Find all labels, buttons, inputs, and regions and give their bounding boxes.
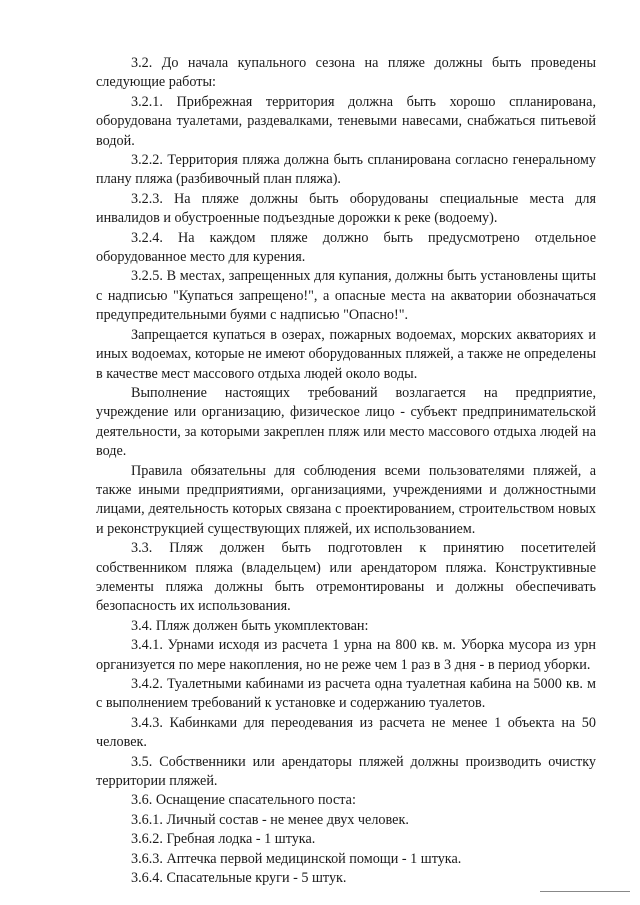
- paragraph-rules-binding: Правила обязательны для соблюдения всеми пользователями пляжей, а также иными предприятиями, организациями, учреждениями и должностными лицами, деятельность которых связана с проектированием, строительством новых и реконструкцией существующих пляжей, их использованием.: [96, 462, 596, 537]
- paragraph-3-2-4: 3.2.4. На каждом пляже должно быть предусмотрено отдельное оборудованное место для курения.: [96, 229, 596, 266]
- document-body: [96, 54, 596, 888]
- paragraph-3-5: 3.5. Собственники или арендаторы пляжей должны производить очистку территории пляжей.: [96, 753, 596, 790]
- paragraph-3-6-3: 3.6.3. Аптечка первой медицинской помощи - 1 штука.: [131, 850, 462, 867]
- paragraph-3-2-1: 3.2.1. Прибрежная территория должна быть хорошо спланирована, оборудована туалетами, раздевалками, теневыми навесами, снабжаться питьевой водой.: [96, 93, 596, 149]
- paragraph-3-6: 3.6. Оснащение спасательного поста:: [131, 792, 356, 809]
- paragraph-3-3: 3.3. Пляж должен быть подготовлен к принятию посетителей собственником пляжа (владельцем) или арендатором пляжа. Конструктивные элементы пляжа должны быть отремонтированы и должны обеспечивать безопасность их использования.: [96, 540, 596, 615]
- paragraph-responsibility: Выполнение настоящих требований возлагается на предприятие, учреждение или организацию, физическое лицо - субъект предпринимательской деятельности, за которыми закреплен пляж или место массового отдыха людей на воде.: [96, 384, 596, 460]
- paragraph-3-2-3: 3.2.3. На пляже должны быть оборудованы специальные места для инвалидов и обустроенные подъездные дорожки к реке (водоему).: [96, 190, 596, 227]
- paragraph-3-4: 3.4. Пляж должен быть укомплектован:: [131, 617, 369, 634]
- paragraph-3-4-2: 3.4.2. Туалетными кабинами из расчета одна туалетная кабина на 5000 кв. м с выполнением требований к установке и содержанию туалетов.: [96, 676, 596, 712]
- paragraph-3-2-5: 3.2.5. В местах, запрещенных для купания, должны быть установлены щиты с надписью "Купаться запрещено!", а опасные места на акватории обозначаться предупредительными буями с надписью "Опасно!".: [96, 268, 596, 324]
- paragraph-3-6-2: 3.6.2. Гребная лодка - 1 штука.: [131, 831, 316, 848]
- paragraph-3-4-3: 3.4.3. Кабинками для переодевания из расчета не менее 1 объекта на 50 человек.: [96, 714, 596, 751]
- paragraph-prohibition: Запрещается купаться в озерах, пожарных водоемах, морских акваториях и иных водоемах, которые не имеют оборудованных пляжей, а также не определены в качестве мест массового отдыха людей около воды.: [96, 326, 596, 382]
- paragraph-3-6-1: 3.6.1. Личный состав - не менее двух человек.: [131, 811, 409, 828]
- paragraph-3-2: 3.2. До начала купального сезона на пляже должны быть проведены следующие работы:: [96, 55, 596, 91]
- paragraph-3-2-2: 3.2.2. Территория пляжа должна быть спланирована согласно генеральному плану пляжа (разбивочный план пляжа).: [96, 152, 596, 188]
- paragraph-3-4-1: 3.4.1. Урнами исходя из расчета 1 урна на 800 кв. м. Уборка мусора из урн организуется по мере накопления, но не реже чем 1 раз в 3 дня - в период уборки.: [96, 637, 596, 673]
- footer-divider: [540, 891, 630, 892]
- paragraph-3-6-4: 3.6.4. Спасательные круги - 5 штук.: [131, 870, 347, 887]
